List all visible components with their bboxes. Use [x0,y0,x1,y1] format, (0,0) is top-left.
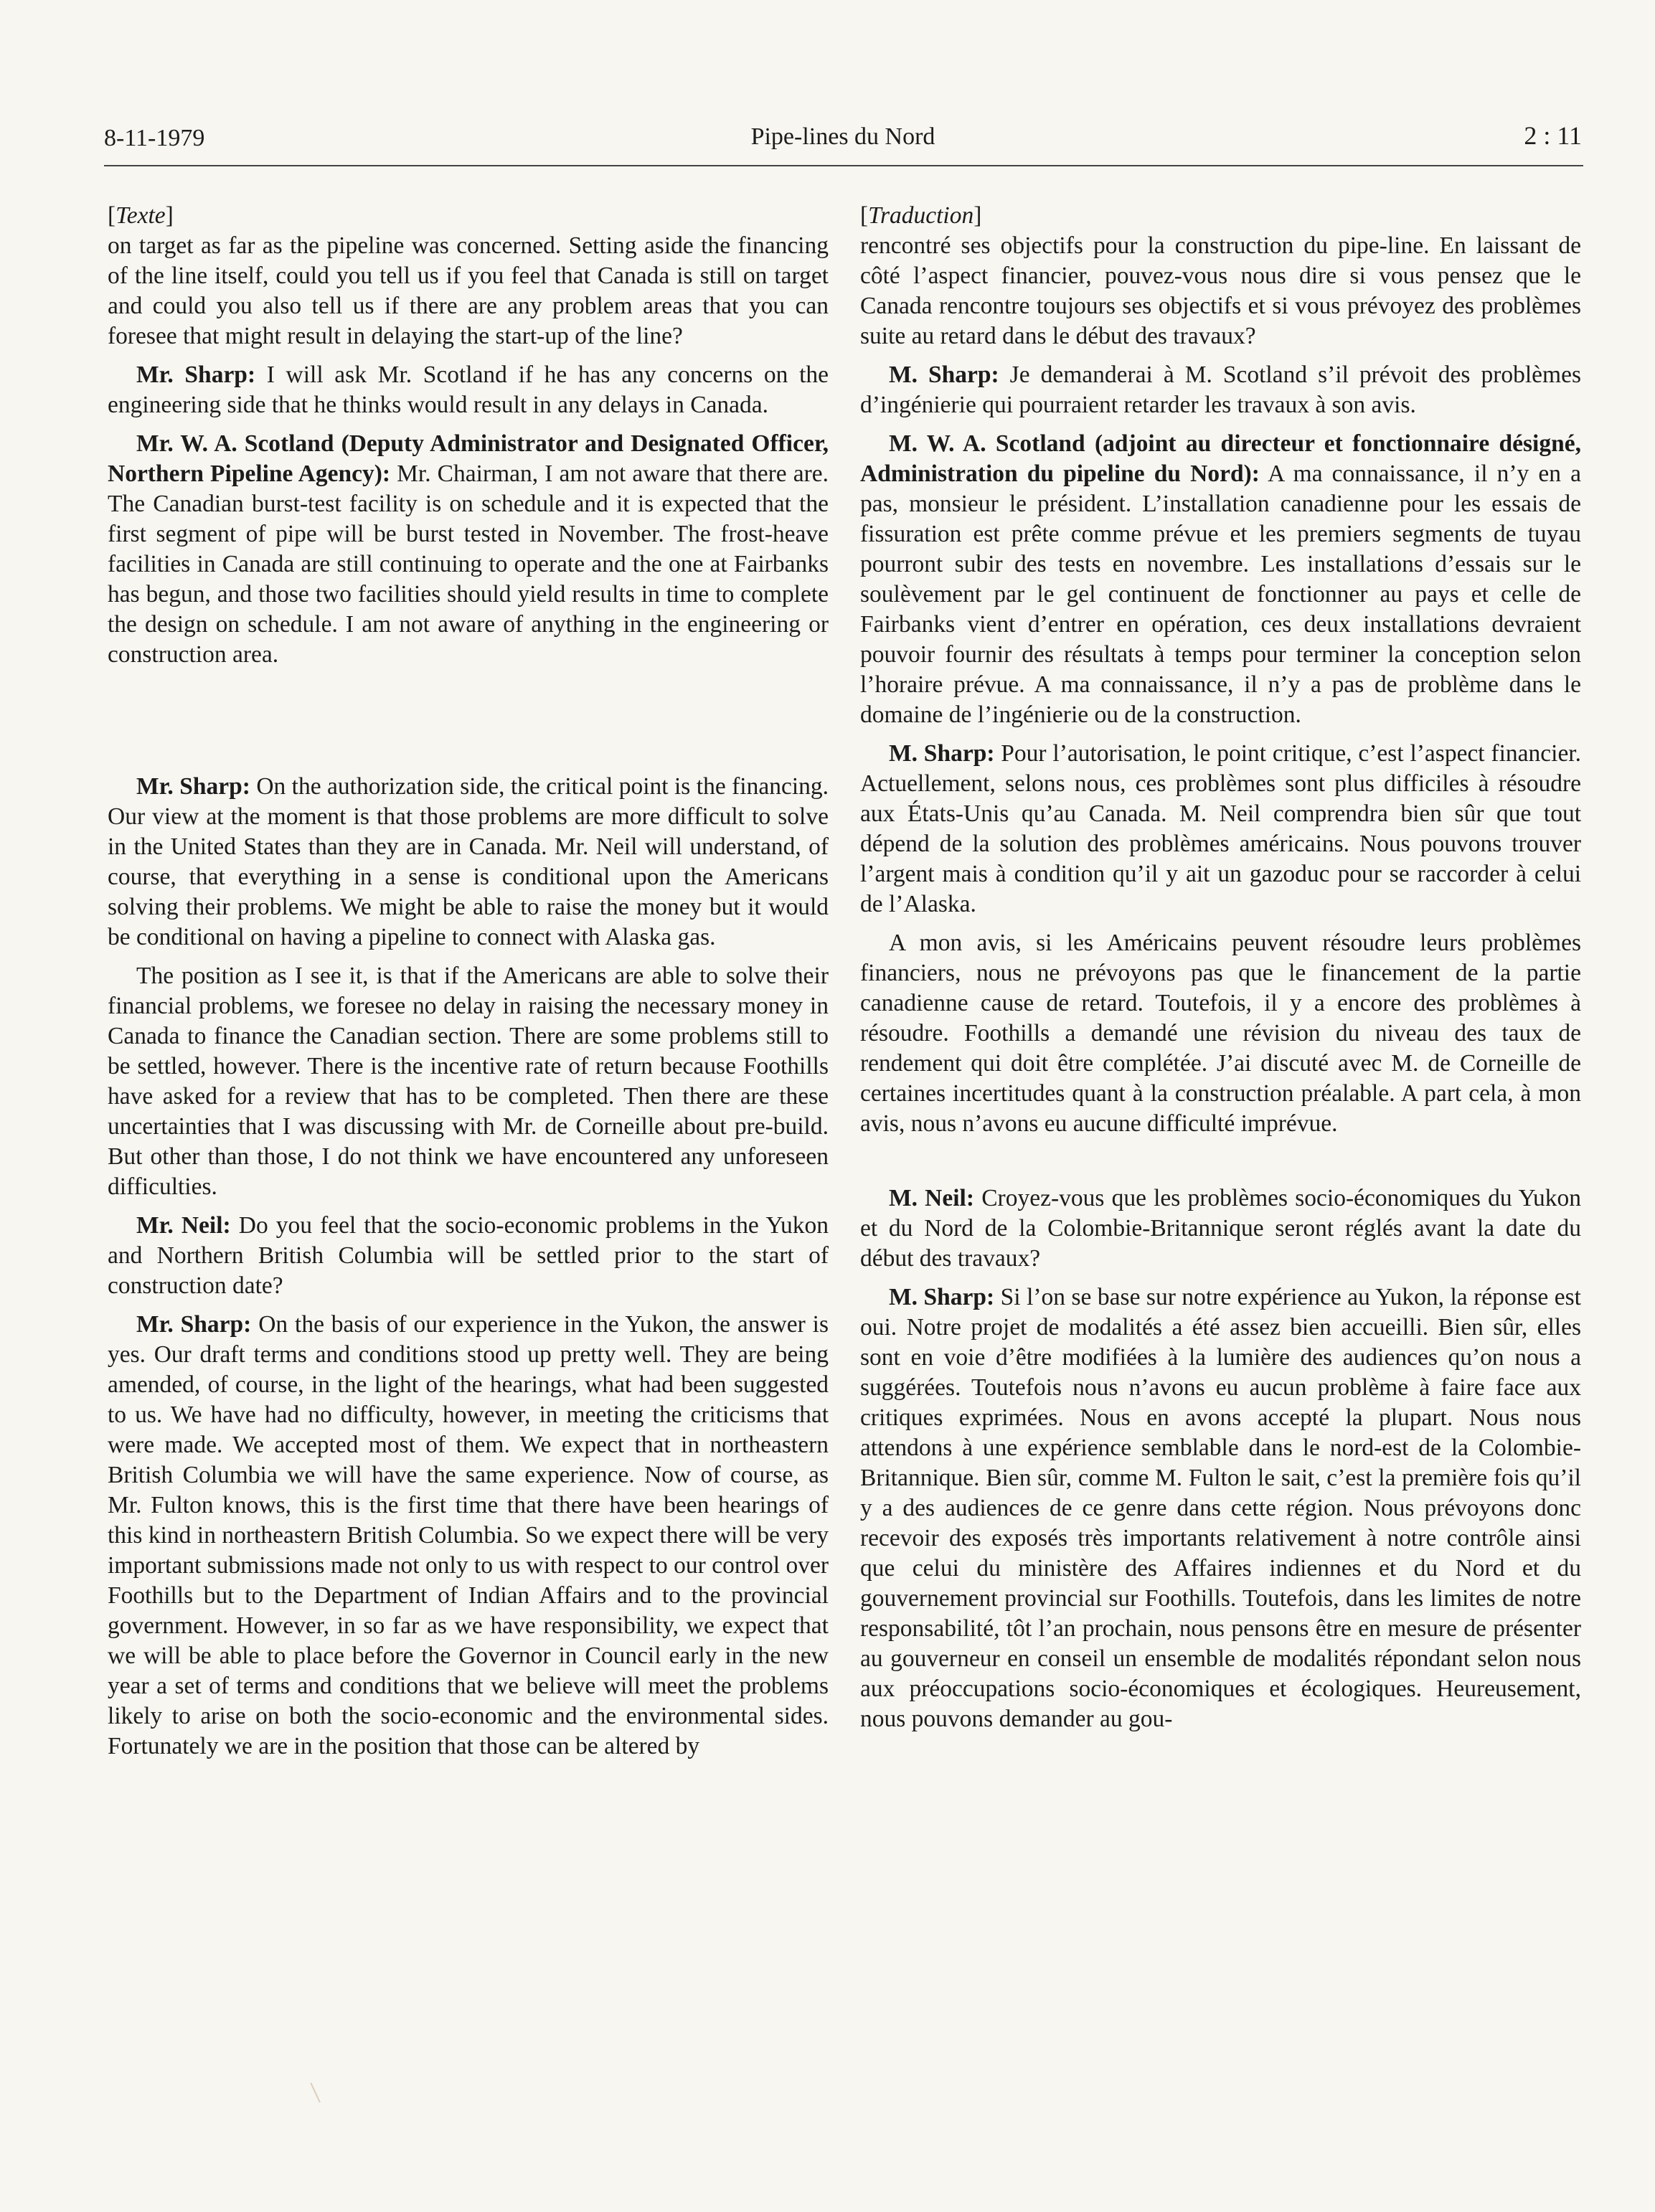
paragraph [860,1282,1581,1734]
speaker-name: M. Sharp: [889,361,999,388]
speech-text: Pour l’autorisation, le point critique, c’est l’aspect financier. Actuellement, selons nous, ces problèmes sont plus difficiles à résoudre aux États-Unis qu’au Canada. M. Neil comprendra bien sûr que tout dépend de la solution des problèmes américains. Nous pouvons trouver l’argent mais à condition qu’il y ait un gazoduc pour se raccorder à celui de l’Alaska. [860,740,1581,917]
paragraph [108,1211,829,1301]
paper-mark [310,2079,328,2102]
paragraph [108,360,829,420]
column-gap [108,679,829,772]
speech-text: Je demanderai à M. Scotland s’il prévoit des problèmes d’ingénierie qui pourraient retarder les travaux à son avis. [860,361,1581,418]
paragraph [860,429,1581,730]
paragraph: on target as far as the pipeline was concerned. Setting aside the financing of the line itself, could you tell us if you feel that Canada is still on target and could you also tell us if there are any problem areas that you can foresee that might result in delaying the start-up of the line? [108,232,829,349]
french-column [860,201,1581,1743]
paragraph [108,429,829,670]
paragraph [860,1183,1581,1274]
speaker-name: Mr. Sharp: [136,773,250,800]
speaker-name: Mr. Sharp: [136,361,256,388]
header-page-number: 2 : 11 [1524,121,1582,150]
speech-text: Do you feel that the socio-economic problems in the Yukon and Northern British Columbia will be settled prior to the start of construction date? [108,1212,829,1299]
speech-text: I will ask Mr. Scotland if he has any concerns on the engineering side that he thinks would result in any delays in Canada. [108,361,829,418]
language-label-english: [Texte] [108,202,174,229]
paragraph [860,739,1581,920]
paragraph: rencontré ses objectifs pour la construction du pipe-line. En laissant de côté l’aspect financier, pouvez-vous nous dire si vous pensez que le Canada rencontre toujours ses objectifs et si vous prévoyez des problèmes suite au retard dans le début des travaux? [860,232,1581,349]
running-header [104,120,1582,164]
speaker-name: Mr. W. A. Scotland (Deputy Administrator and Designated Officer, Northern Pipeline Agency): [108,430,829,487]
speaker-name: M. Sharp: [889,1284,995,1310]
speaker-name: M. Sharp: [889,740,995,767]
speech-text: Croyez-vous que les problèmes socio-économiques du Yukon et du Nord de la Colombie-Britannique seront réglés avant la date du début des travaux? [860,1185,1581,1272]
header-title: Pipe-lines du Nord [750,123,935,150]
speech-text: Si l’on se base sur notre expérience au Yukon, la réponse est oui. Notre projet de modalités a été assez bien accueilli. Bien sûr, elles sont en voie d’être modifiées à la lumière des audiences qu’on nous a suggérées. Toutefois nous n’avons eu aucun problème à faire face aux critiques exprimées. Nous en avons accepté la plupart. Nous nous attendons à une expérience semblable dans le nord-est de la Colombie-Britannique. Bien sûr, comme M. Fulton le sait, c’est la première fois qu’il y a des audiences de ce genre dans cette région. Nous prévoyons donc recevoir des exposés très importants relativement à notre contrôle ainsi que celui du ministère des Affaires indiennes et du Nord et du gouvernement provincial sur Foothills. Toutefois, dans les limites de notre responsabilité, tôt l’an prochain, nous pensons être en mesure de présenter au gouverneur en conseil un ensemble de modalités répondant selon nous aux préoccupations socio-économiques et écologiques. Heureusement, nous pouvons demander au gou- [860,1284,1581,1732]
language-label-text: Texte [115,202,166,229]
speaker-name: Mr. Sharp: [136,1311,252,1338]
speech-text: A ma connaissance, il n’y en a pas, monsieur le président. L’installation canadienne pour les essais de fissuration est prête comme prévue et les premiers segments de tuyau pourront subir des tests en novembre. Les installations d’essais sur le soulèvement par le gel continuent de fonctionner au pays et celle de Fairbanks vient d’entrer en opération, ces deux installations devraient pouvoir fournir des résultats à temps pour terminer la conception selon l’horaire prévue. A ma connaissance, il n’y a pas de problème dans le domaine de l’ingénierie ou de la construction. [860,460,1581,728]
speech-text: Mr. Chairman, I am not aware that there are. The Canadian burst-test facility is on schedule and it is expected that the first segment of pipe will be burst tested in November. The frost-heave facilities in Canada are still continuing to operate and the one at Fairbanks has begun, and those two facilities should yield results in time to complete the design on schedule. I am not aware of anything in the engineering or construction area. [108,460,829,668]
speaker-name: M. Neil: [889,1185,975,1211]
language-label-french: [Traduction] [860,202,982,229]
paragraph: The position as I see it, is that if the Americans are able to solve their financial problems, we foresee no delay in raising the necessary money in Canada to finance the Canadian section. There are some problems still to be settled, however. There is the incentive rate of return because Foothills have asked for a review that has to be completed. Then there are these uncertainties that I was discussing with Mr. de Corneille about pre-build. But other than those, I do not think we have encountered any unforeseen difficulties. [108,963,829,1200]
speaker-name: M. W. A. Scotland (adjoint au directeur et fonctionnaire désigné, Administration du pipeline du Nord): [860,430,1581,487]
paragraph [108,1310,829,1762]
paragraph: A mon avis, si les Américains peuvent résoudre leurs problèmes financiers, nous ne prévoyons pas que le financement de la partie canadienne cause de retard. Toutefois, il y a encore des problèmes à résoudre. Foothills a demandé une révision du niveau des taux de rendement qui doit être complétée. J’ai discuté avec M. de Corneille de certaines incertitudes quant à la construction préalable. A part cela, à mon avis, nous n’avons eu aucune difficulté imprévue. [860,930,1581,1137]
column-gap [860,1148,1581,1183]
paragraph [108,772,829,953]
english-column [108,201,829,1770]
language-label-text: Traduction [868,202,974,229]
paragraph [860,360,1581,420]
speaker-name: Mr. Neil: [136,1212,231,1239]
header-rule [104,165,1583,166]
speech-text: On the basis of our experience in the Yukon, the answer is yes. Our draft terms and conditions stood up pretty well. They are being amended, of course, in the light of the hearings, what had been suggested to us. We have had no difficulty, however, in meeting the criticisms that were made. We accepted most of them. We expect that in northeastern British Columbia we will have the same experience. Now of course, as Mr. Fulton knows, this is the first time that there have been hearings of this kind in northeastern British Columbia. So we expect there will be very important submissions made not only to us with respect to our control over Foothills but to the Department of Indian Affairs and to the provincial government. However, in so far as we have responsibility, we expect that we will be able to place before the Governor in Council early in the new year a set of terms and conditions that we believe will meet the problems likely to arise on both the socio-economic and the environmental sides. Fortunately we are in the position that those can be altered by [108,1311,829,1759]
header-date: 8-11-1979 [104,125,205,151]
speech-text: On the authorization side, the critical point is the financing. Our view at the moment is that those problems are more difficult to solve in the United States than they are in Canada. Mr. Neil will understand, of course, that everything in a sense is conditional upon the Americans solving their problems. We might be able to raise the money but it would be conditional on having a pipeline to connect with Alaska gas. [108,773,829,950]
